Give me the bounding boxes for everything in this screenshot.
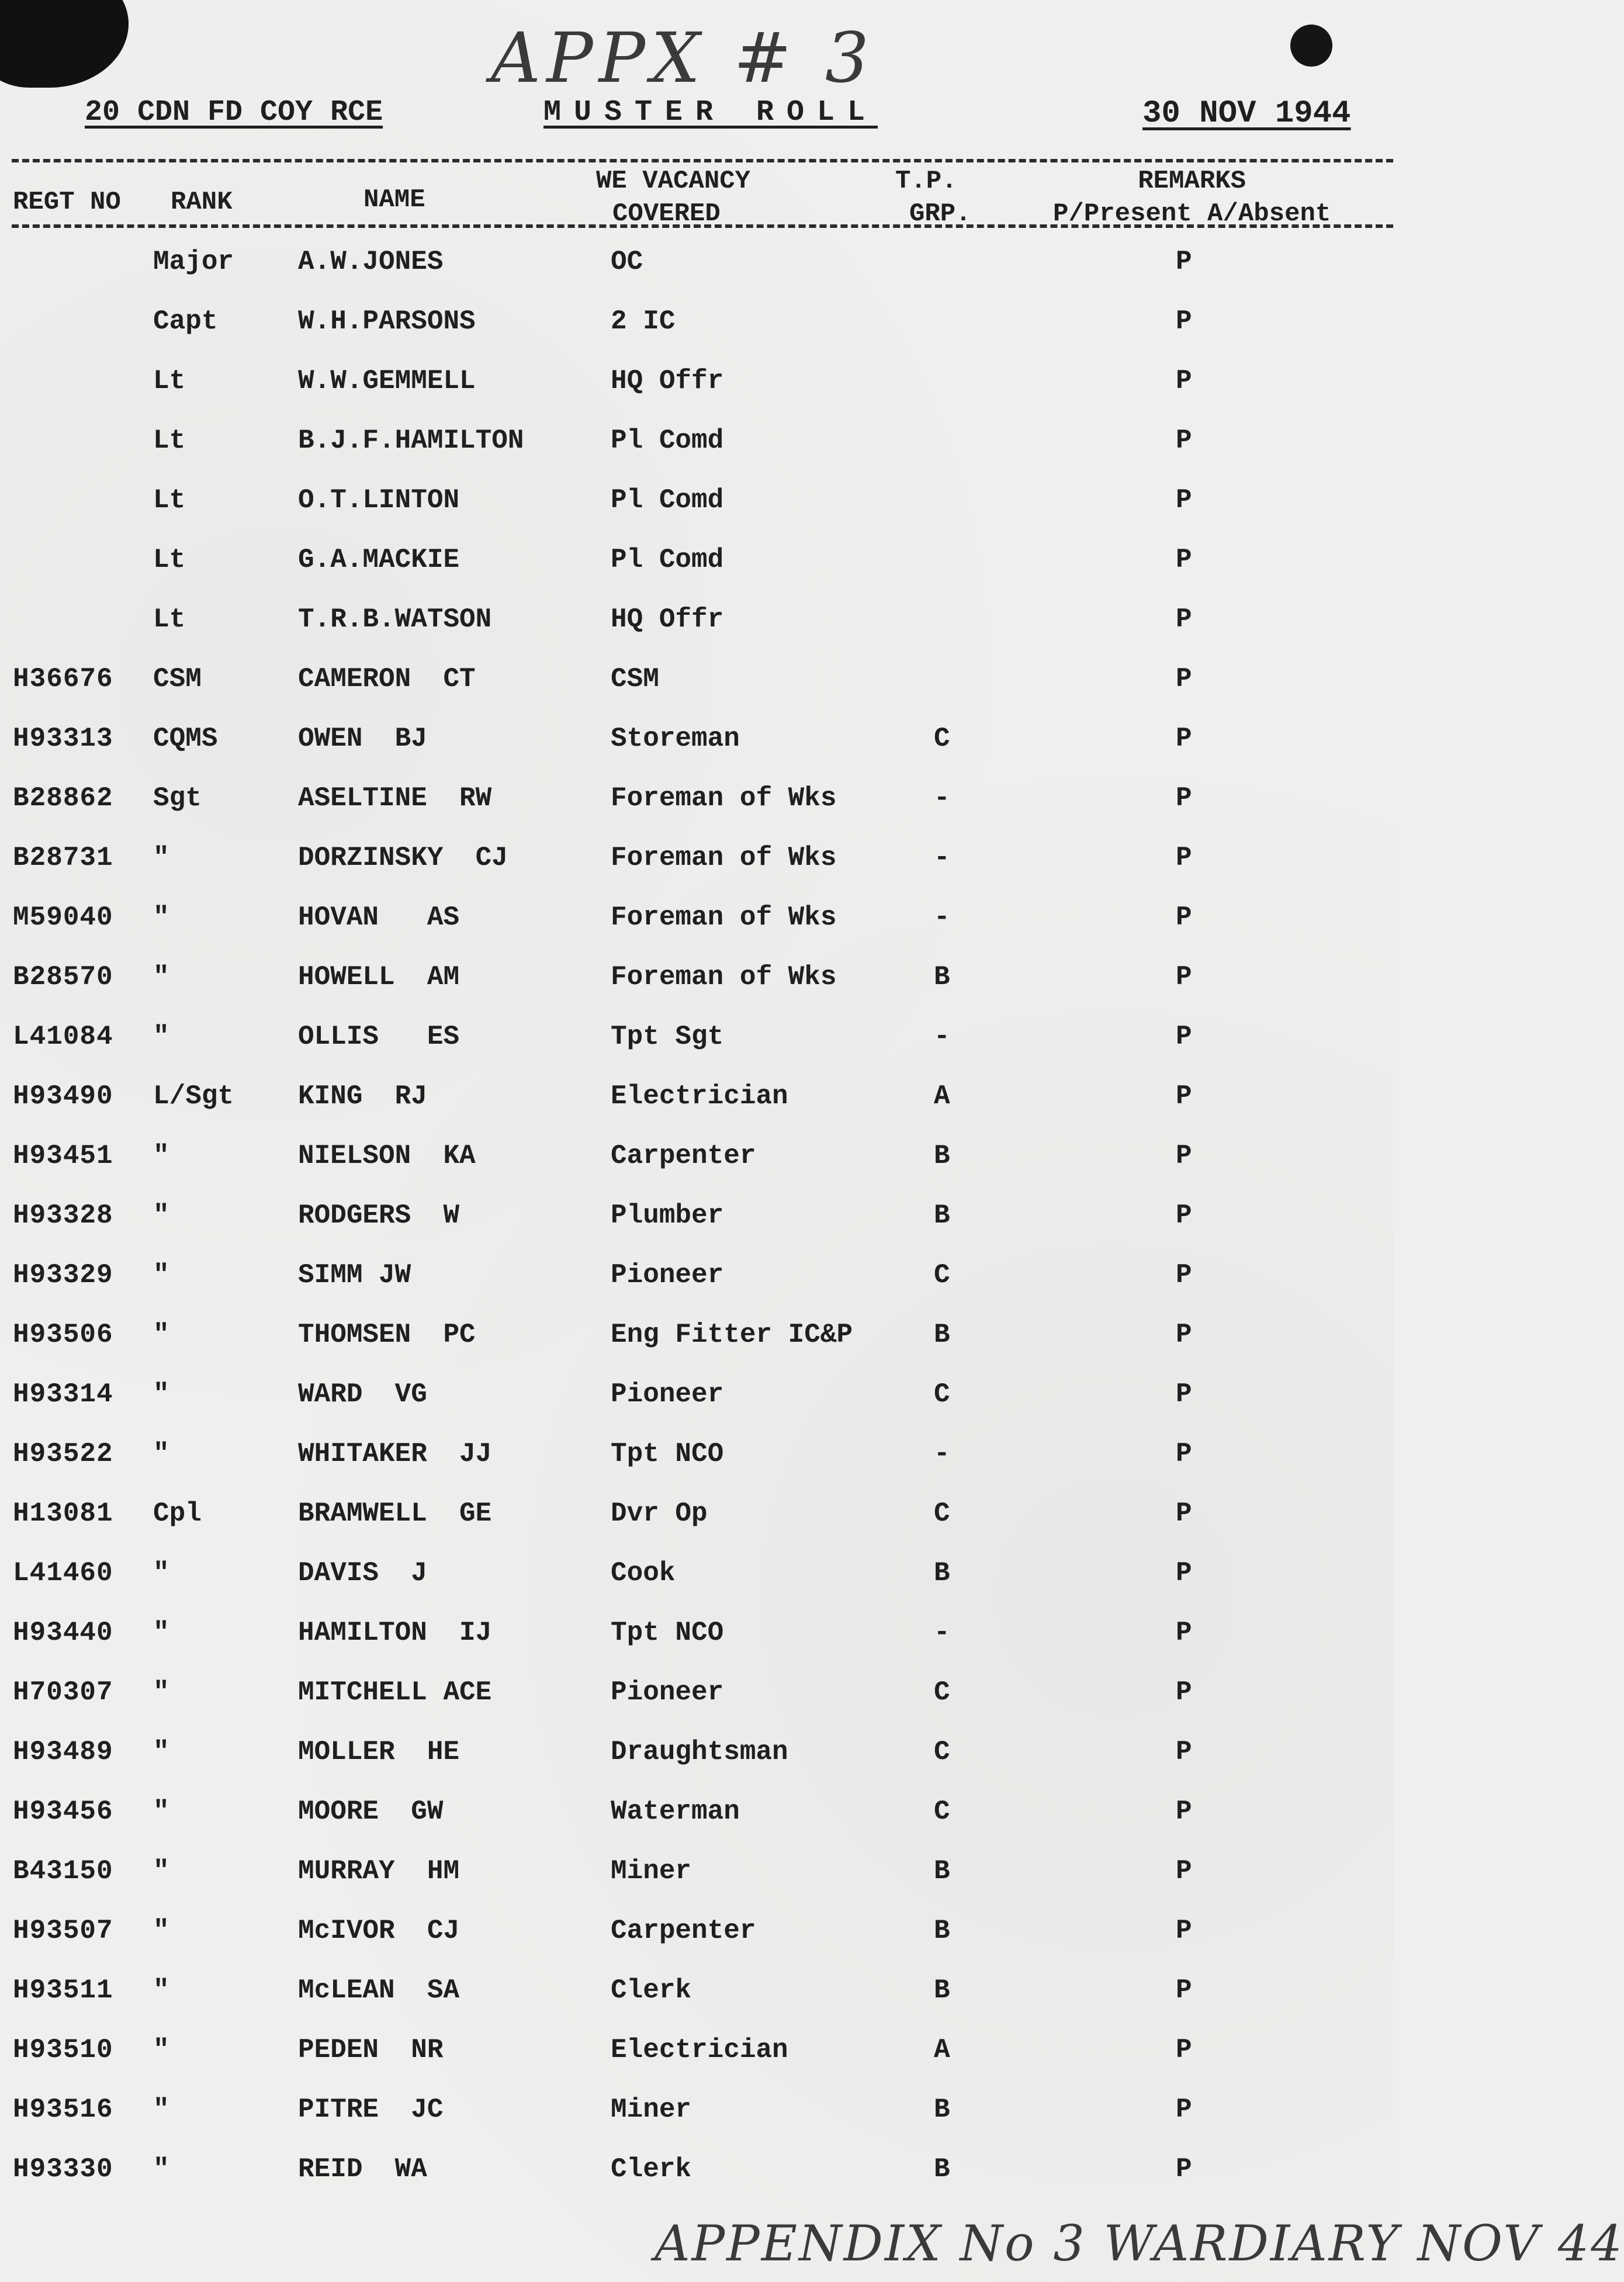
rank-cell: " [153, 1200, 169, 1231]
tp-group-cell: B [934, 1558, 950, 1588]
table-row [0, 244, 1393, 304]
table-row [0, 1556, 1393, 1615]
column-header-we-line1: WE VACANCY [596, 167, 751, 196]
remarks-cell: P [1176, 1975, 1192, 2006]
tp-group-cell: C [934, 723, 950, 754]
tp-group-cell: - [934, 1439, 950, 1469]
remarks-cell: P [1176, 247, 1192, 277]
name-cell: OLLIS ES [298, 1021, 460, 1052]
rank-cell: " [153, 962, 169, 992]
rank-cell: Cpl [153, 1498, 202, 1529]
table-row [0, 721, 1393, 781]
table-row [0, 1138, 1393, 1198]
vacancy-cell: Waterman [611, 1796, 740, 1827]
name-cell: THOMSEN PC [298, 1320, 476, 1350]
vacancy-cell: Pioneer [611, 1677, 724, 1708]
punch-hole [1290, 25, 1332, 67]
tp-group-cell: C [934, 1379, 950, 1410]
regt-no-cell: B28731 [13, 843, 113, 873]
tp-group-cell: C [934, 1260, 950, 1290]
remarks-cell: P [1176, 1379, 1192, 1410]
tp-group-cell: - [934, 1021, 950, 1052]
name-cell: WARD VG [298, 1379, 427, 1410]
name-cell: MURRAY HM [298, 1856, 460, 1886]
rank-cell: CQMS [153, 723, 218, 754]
regt-no-cell: H93328 [13, 1200, 113, 1231]
vacancy-cell: Plumber [611, 1200, 724, 1231]
table-row [0, 1734, 1393, 1794]
vacancy-cell: Draughtsman [611, 1737, 788, 1767]
tp-group-cell: B [934, 1141, 950, 1171]
table-row [0, 1436, 1393, 1496]
column-header-regt-no: REGT NO [13, 188, 121, 217]
remarks-cell: P [1176, 1916, 1192, 1946]
tp-group-cell: A [934, 1081, 950, 1111]
table-row [0, 1079, 1393, 1138]
remarks-cell: P [1176, 1200, 1192, 1231]
tp-group-cell: C [934, 1498, 950, 1529]
table-row [0, 1496, 1393, 1556]
table-row [0, 900, 1393, 960]
tp-group-cell: B [934, 1856, 950, 1886]
regt-no-cell: H93330 [13, 2154, 113, 2184]
name-cell: PITRE JC [298, 2094, 444, 2125]
tp-group-cell: B [934, 1320, 950, 1350]
vacancy-cell: Electrician [611, 2035, 788, 2065]
vacancy-cell: Foreman of Wks [611, 843, 837, 873]
vacancy-cell: Tpt NCO [611, 1618, 724, 1648]
name-cell: OWEN BJ [298, 723, 427, 754]
remarks-cell: P [1176, 545, 1192, 575]
tp-group-cell: B [934, 2154, 950, 2184]
column-header-remarks [1053, 165, 1331, 230]
regt-no-cell: H13081 [13, 1498, 113, 1529]
regt-no-cell: H70307 [13, 1677, 113, 1708]
regt-no-cell: H93456 [13, 1796, 113, 1827]
remarks-cell: P [1176, 1856, 1192, 1886]
name-cell: BRAMWELL GE [298, 1498, 492, 1529]
name-cell: NIELSON KA [298, 1141, 476, 1171]
name-cell: REID WA [298, 2154, 427, 2184]
remarks-cell: P [1176, 1021, 1192, 1052]
remarks-cell: P [1176, 366, 1192, 396]
remarks-cell: P [1176, 1796, 1192, 1827]
table-row [0, 1615, 1393, 1675]
name-cell: DORZINSKY CJ [298, 843, 508, 873]
vacancy-cell: Pl Comd [611, 425, 724, 456]
vacancy-cell: Carpenter [611, 1141, 756, 1171]
table-row [0, 1675, 1393, 1734]
regt-no-cell: L41084 [13, 1021, 113, 1052]
name-cell: WHITAKER JJ [298, 1439, 492, 1469]
rank-cell: " [153, 1618, 169, 1648]
handwritten-footer-note: APPENDIX No 3 WARDIARY NOV 44 [655, 2215, 1624, 2272]
rank-cell: Capt [153, 306, 218, 337]
vacancy-cell: Eng Fitter IC&P [611, 1320, 853, 1350]
vacancy-cell: HQ Offr [611, 604, 724, 635]
remarks-cell: P [1176, 723, 1192, 754]
table-row [0, 2152, 1393, 2211]
vacancy-cell: Clerk [611, 1975, 692, 2006]
remarks-cell: P [1176, 962, 1192, 992]
column-header-tp-grp [895, 165, 971, 230]
name-cell: SIMM JW [298, 1260, 411, 1290]
remarks-cell: P [1176, 1081, 1192, 1111]
muster-table-body [0, 244, 1393, 2211]
unit-name: 20 CDN FD COY RCE [85, 96, 383, 129]
column-header-we-vacancy [596, 165, 750, 230]
regt-no-cell: H93313 [13, 723, 113, 754]
regt-no-cell: H93314 [13, 1379, 113, 1410]
vacancy-cell: Foreman of Wks [611, 902, 837, 933]
document-title: MUSTER ROLL [543, 96, 878, 129]
tp-group-cell: B [934, 2094, 950, 2125]
tp-group-cell: - [934, 783, 950, 813]
name-cell: W.H.PARSONS [298, 306, 476, 337]
rank-cell: CSM [153, 664, 202, 694]
name-cell: RODGERS W [298, 1200, 460, 1231]
rank-cell: " [153, 1975, 169, 2006]
regt-no-cell: H93507 [13, 1916, 113, 1946]
rank-cell: Lt [153, 485, 186, 515]
tp-group-cell: A [934, 2035, 950, 2065]
remarks-cell: P [1176, 2154, 1192, 2184]
remarks-cell: P [1176, 425, 1192, 456]
ink-blot [0, 0, 129, 88]
rank-cell: " [153, 1737, 169, 1767]
name-cell: G.A.MACKIE [298, 545, 460, 575]
rank-cell: " [153, 1439, 169, 1469]
remarks-cell: P [1176, 604, 1192, 635]
rank-cell: " [153, 1796, 169, 1827]
name-cell: HOVAN AS [298, 902, 460, 933]
rank-cell: " [153, 2035, 169, 2065]
table-row [0, 1913, 1393, 1973]
name-cell: KING RJ [298, 1081, 427, 1111]
vacancy-cell: Clerk [611, 2154, 692, 2184]
name-cell: HOWELL AM [298, 962, 460, 992]
name-cell: MOORE GW [298, 1796, 444, 1827]
remarks-cell: P [1176, 783, 1192, 813]
vacancy-cell: CSM [611, 664, 659, 694]
tp-group-cell: - [934, 843, 950, 873]
name-cell: B.J.F.HAMILTON [298, 425, 524, 456]
table-row [0, 1198, 1393, 1258]
vacancy-cell: Cook [611, 1558, 676, 1588]
table-row [0, 781, 1393, 840]
tp-group-cell: B [934, 1916, 950, 1946]
remarks-cell: P [1176, 1558, 1192, 1588]
vacancy-cell: Miner [611, 2094, 692, 2125]
vacancy-cell: Pioneer [611, 1260, 724, 1290]
remarks-cell: P [1176, 1439, 1192, 1469]
column-header-tp-line2: GRP. [909, 199, 971, 228]
rank-cell: " [153, 1320, 169, 1350]
document-date: 30 NOV 1944 [1142, 96, 1351, 131]
vacancy-cell: Pl Comd [611, 545, 724, 575]
regt-no-cell: H93522 [13, 1439, 113, 1469]
vacancy-cell: Dvr Op [611, 1498, 708, 1529]
remarks-cell: P [1176, 306, 1192, 337]
column-header-rank: RANK [171, 188, 233, 217]
column-header-we-line2: COVERED [612, 199, 721, 228]
name-cell: DAVIS J [298, 1558, 427, 1588]
remarks-cell: P [1176, 664, 1192, 694]
rank-cell: " [153, 843, 169, 873]
remarks-cell: P [1176, 1737, 1192, 1767]
regt-no-cell: M59040 [13, 902, 113, 933]
table-row [0, 662, 1393, 721]
rank-cell: " [153, 1021, 169, 1052]
name-cell: HAMILTON IJ [298, 1618, 492, 1648]
tp-group-cell: C [934, 1677, 950, 1708]
table-row [0, 1317, 1393, 1377]
regt-no-cell: H93451 [13, 1141, 113, 1171]
table-row [0, 363, 1393, 423]
vacancy-cell: HQ Offr [611, 366, 724, 396]
table-row [0, 423, 1393, 483]
vacancy-cell: Pioneer [611, 1379, 724, 1410]
rank-cell: " [153, 1379, 169, 1410]
table-row [0, 1258, 1393, 1317]
remarks-cell: P [1176, 1498, 1192, 1529]
vacancy-cell: Foreman of Wks [611, 962, 837, 992]
regt-no-cell: H36676 [13, 664, 113, 694]
table-row [0, 1973, 1393, 2032]
table-row [0, 304, 1393, 363]
regt-no-cell: H93516 [13, 2094, 113, 2125]
vacancy-cell: Electrician [611, 1081, 788, 1111]
regt-no-cell: H93490 [13, 1081, 113, 1111]
rank-cell: Lt [153, 425, 186, 456]
tp-group-cell: - [934, 1618, 950, 1648]
remarks-cell: P [1176, 843, 1192, 873]
tp-group-cell: B [934, 1200, 950, 1231]
remarks-cell: P [1176, 1320, 1192, 1350]
vacancy-cell: Storeman [611, 723, 740, 754]
header-divider-top [12, 159, 1393, 162]
remarks-cell: P [1176, 1260, 1192, 1290]
name-cell: PEDEN NR [298, 2035, 444, 2065]
rank-cell: " [153, 2154, 169, 2184]
remarks-cell: P [1176, 2094, 1192, 2125]
rank-cell: Major [153, 247, 234, 277]
table-row [0, 1019, 1393, 1079]
rank-cell: " [153, 2094, 169, 2125]
vacancy-cell: OC [611, 247, 643, 277]
rank-cell: L/Sgt [153, 1081, 234, 1111]
regt-no-cell: B43150 [13, 1856, 113, 1886]
table-row [0, 2032, 1393, 2092]
remarks-cell: P [1176, 485, 1192, 515]
remarks-cell: P [1176, 1677, 1192, 1708]
vacancy-cell: 2 IC [611, 306, 676, 337]
rank-cell: Lt [153, 545, 186, 575]
vacancy-cell: Miner [611, 1856, 692, 1886]
table-row [0, 960, 1393, 1019]
rank-cell: " [153, 1916, 169, 1946]
vacancy-cell: Tpt Sgt [611, 1021, 724, 1052]
table-row [0, 1377, 1393, 1436]
remarks-cell: P [1176, 2035, 1192, 2065]
regt-no-cell: H93329 [13, 1260, 113, 1290]
table-row [0, 2092, 1393, 2152]
regt-no-cell: H93489 [13, 1737, 113, 1767]
name-cell: CAMERON CT [298, 664, 476, 694]
rank-cell: " [153, 902, 169, 933]
remarks-cell: P [1176, 1618, 1192, 1648]
table-row [0, 1854, 1393, 1913]
rank-cell: Lt [153, 366, 186, 396]
column-header-remarks-line2: P/Present A/Absent [1053, 199, 1331, 228]
regt-no-cell: B28570 [13, 962, 113, 992]
tp-group-cell: B [934, 1975, 950, 2006]
regt-no-cell: H93510 [13, 2035, 113, 2065]
regt-no-cell: H93511 [13, 1975, 113, 2006]
regt-no-cell: L41460 [13, 1558, 113, 1588]
table-row [0, 840, 1393, 900]
header-divider-bottom [12, 224, 1393, 228]
name-cell: T.R.B.WATSON [298, 604, 492, 635]
rank-cell: " [153, 1141, 169, 1171]
rank-cell: " [153, 1260, 169, 1290]
regt-no-cell: H93506 [13, 1320, 113, 1350]
column-header-tp-line1: T.P. [895, 167, 957, 196]
rank-cell: " [153, 1677, 169, 1708]
name-cell: MOLLER HE [298, 1737, 460, 1767]
vacancy-cell: Carpenter [611, 1916, 756, 1946]
tp-group-cell: - [934, 902, 950, 933]
handwritten-appendix-label: APPX # 3 [491, 18, 875, 98]
column-header-name: NAME [363, 185, 425, 214]
name-cell: McLEAN SA [298, 1975, 460, 2006]
rank-cell: " [153, 1856, 169, 1886]
table-row [0, 483, 1393, 542]
remarks-cell: P [1176, 902, 1192, 933]
name-cell: ASELTINE RW [298, 783, 492, 813]
rank-cell: " [153, 1558, 169, 1588]
name-cell: A.W.JONES [298, 247, 444, 277]
regt-no-cell: H93440 [13, 1618, 113, 1648]
name-cell: W.W.GEMMELL [298, 366, 476, 396]
regt-no-cell: B28862 [13, 783, 113, 813]
remarks-cell: P [1176, 1141, 1192, 1171]
vacancy-cell: Pl Comd [611, 485, 724, 515]
column-header-remarks-line1: REMARKS [1138, 167, 1246, 196]
table-row [0, 542, 1393, 602]
vacancy-cell: Foreman of Wks [611, 783, 837, 813]
tp-group-cell: C [934, 1737, 950, 1767]
name-cell: MITCHELL ACE [298, 1677, 492, 1708]
tp-group-cell: B [934, 962, 950, 992]
name-cell: O.T.LINTON [298, 485, 460, 515]
name-cell: McIVOR CJ [298, 1916, 460, 1946]
vacancy-cell: Tpt NCO [611, 1439, 724, 1469]
table-row [0, 1794, 1393, 1854]
tp-group-cell: C [934, 1796, 950, 1827]
table-row [0, 602, 1393, 662]
rank-cell: Lt [153, 604, 186, 635]
rank-cell: Sgt [153, 783, 202, 813]
